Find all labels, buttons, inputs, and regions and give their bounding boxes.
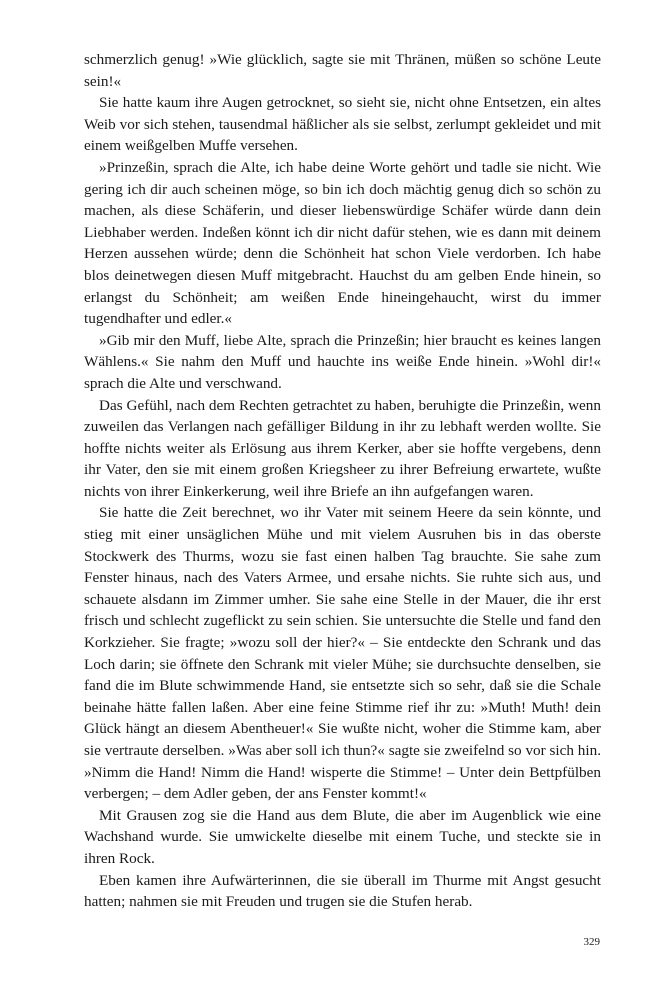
paragraph: »Gib mir den Muff, liebe Alte, sprach die Prinzeßin; hier braucht es keines langen Wählens.« Sie nahm den Muff und hauchte ins weiße Ende hinein. »Wohl dir!« sprach die Alte und verschwand.: [84, 331, 601, 392]
paragraph: Sie hatte kaum ihre Augen getrocknet, so sieht sie, nicht ohne Entsetzen, ein altes Weib vor sich stehen, tausendmal häßlicher als sie selbst, zerlumpt gekleidet und mit einem weißgelben Muffe versehen.: [84, 94, 601, 155]
paragraph: Das Gefühl, nach dem Rechten getrachtet zu haben, beruhigte die Prinzeßin, wenn zuweilen das Verlangen nach gefälliger Bildung in ihr zu lebhaft werden wollte. Sie hoffte nichts weiter als Erlösung aus ihrem Kerker, aber sie hoffte vergebens, denn ihr Vater, den sie mit einem großen Kriegsheer zu ihrer Befreiung erwartete, wußte nichts von ihrer Einkerkerung, weil ihre Briefe an ihn aufgefangen waren.: [84, 396, 601, 500]
paragraph: Sie hatte die Zeit berechnet, wo ihr Vater mit seinem Heere da sein könnte, und stieg mit einer unsäglichen Mühe und mit vielem Ausruhen bis in das oberste Stockwerk des Thurms, wozu sie fast einen halben Tag brauchte. Sie sahe zum Fenster hinaus, nach des Vaters Armee, und ersahe nichts. Sie ruhte sich aus, und schauete alsdann im Zimmer umher. Sie sahe eine Stelle in der Mauer, die ihr erst frisch und schlecht zugeflickt zu sein schien. Sie untersuchte die Stelle und fand den Korkzieher. Sie fragte; »wozu soll der hier?« – Sie entdeckte den Schrank und das Loch darin; sie öffnete den Schrank mit vieler Mühe; sie durchsuchte denselben, sie fand die im Blute schwimmende Hand, sie entsetzte sich so sehr, daß sie die Schale beinahe hätte fallen laßen. Aber eine feine Stimme rief ihr zu: »Muth! Muth! dein Glück hängt an diesem Abentheuer!« Sie wußte nicht, woher die Stimme kam, aber sie vertraute derselben. »Was aber soll ich thun?« sagte sie zweifelnd so vor sich hin. »Nimm die Hand! Nimm die Hand! wisperte die Stimme! – Unter dein Bettpfülben verbergen; – dem Adler geben, der ans Fenster kommt!«: [84, 504, 601, 803]
paragraph: Eben kamen ihre Aufwärterinnen, die sie überall im Thurme mit Angst gesucht hatten; nahmen sie mit Freuden und trugen sie die Stufen herab.: [84, 871, 601, 911]
body-text: [84, 49, 601, 913]
paragraph: Mit Grausen zog sie die Hand aus dem Blute, die aber im Augenblick wie eine Wachshand wurde. Sie umwickelte dieselbe mit einem Tuche, und steckte sie in ihren Rock.: [84, 806, 601, 867]
page-number: 329: [583, 936, 600, 948]
paragraph-continued: schmerzlich genug! »Wie glücklich, sagte sie mit Thränen, müßen so schöne Leute sein!«: [84, 51, 601, 90]
paragraph: »Prinzeßin, sprach die Alte, ich habe deine Worte gehört und tadle sie nicht. Wie gering ich dir auch scheinen möge, so bin ich doch mächtig genug dich so schön zu machen, als diese Schäferin, und dieser liebenswürdige Schäfer würde dann dein Liebhaber werden. Indeßen könnt ich dir nicht dafür stehen, wie es dann mit deinem Herzen aussehen würde; denn die Schönheit hat schon Viele verdorben. Ich habe blos deinetwegen diesen Muff mitgebracht. Hauchst du am gelben Ende hinein, so erlangst du Schönheit; am weißen Ende hineingehaucht, wirst du immer tugendhafter und edler.«: [84, 158, 601, 328]
